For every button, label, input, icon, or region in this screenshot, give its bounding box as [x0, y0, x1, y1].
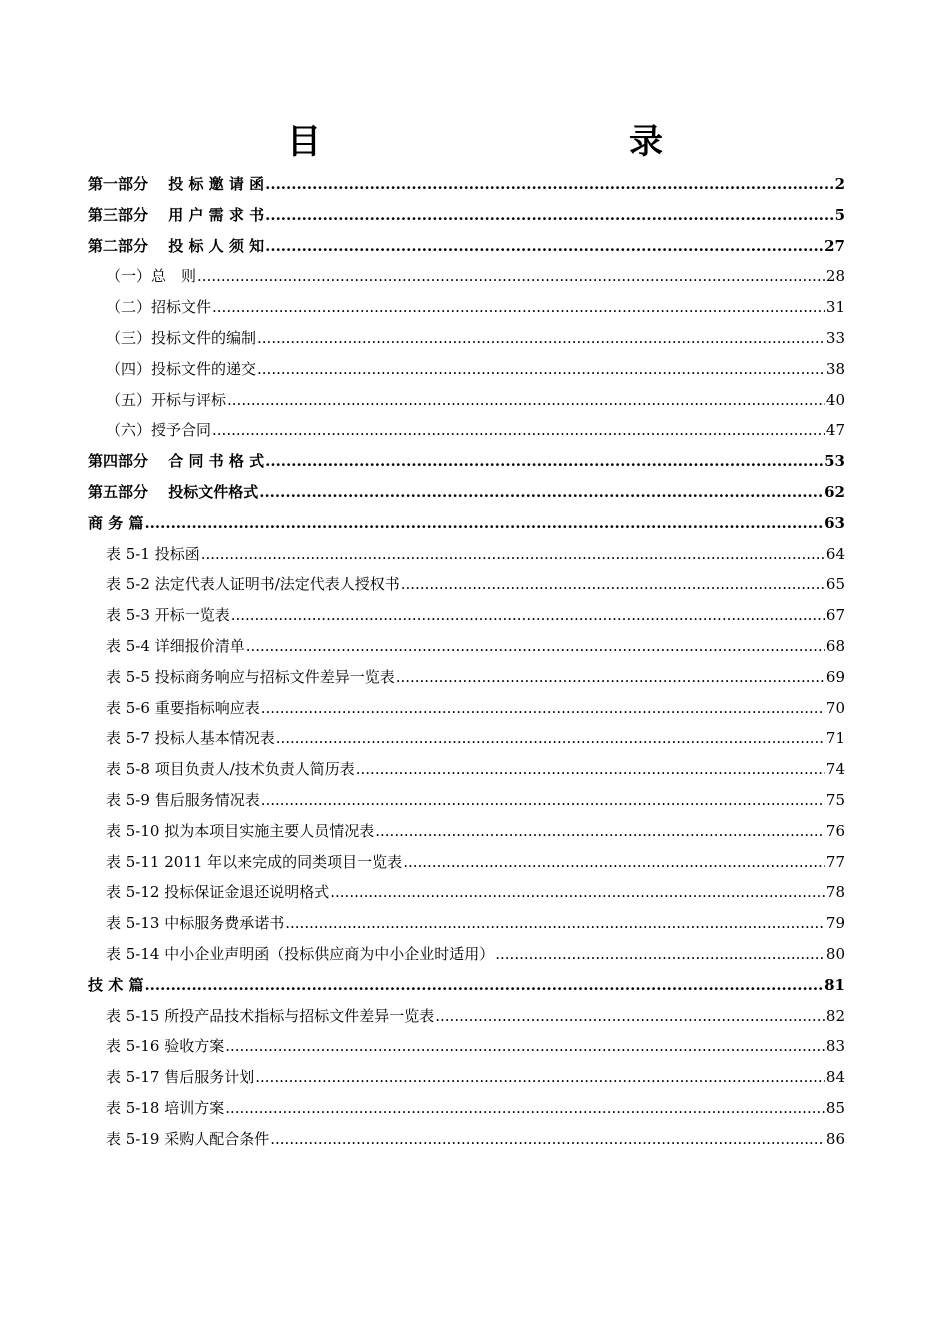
toc-page-number: 85 — [825, 1098, 845, 1117]
toc-leader-dots — [201, 539, 825, 570]
toc-leader-dots — [246, 631, 825, 662]
toc-entry-label: 表 5-1 投标函 — [106, 544, 200, 563]
toc-leader-dots — [197, 261, 825, 292]
toc-subentry[interactable] — [88, 1124, 845, 1155]
toc-subentry[interactable] — [88, 354, 845, 385]
toc-leader-dots — [144, 508, 823, 539]
toc-leader-dots — [435, 1001, 825, 1032]
toc-leader-dots — [356, 754, 825, 785]
toc-entry-label: （三）投标文件的编制 — [106, 328, 257, 347]
toc-page-number: 28 — [825, 267, 845, 286]
toc-entry-label: （二）招标文件 — [106, 298, 212, 317]
toc-page-number: 65 — [825, 575, 845, 594]
toc-subentry[interactable] — [88, 415, 845, 446]
toc-entry-label: 表 5-10 拟为本项目实施主要人员情况表 — [106, 821, 375, 840]
toc-entry-label: 第三部分 用 户 需 求 书 — [88, 205, 265, 224]
toc-page-number: 76 — [825, 821, 845, 840]
toc-leader-dots — [144, 970, 823, 1001]
toc-page-number: 70 — [825, 698, 845, 717]
toc-subentry[interactable] — [88, 569, 845, 600]
toc-page-number: 67 — [825, 606, 845, 625]
toc-page-number: 27 — [824, 236, 845, 255]
toc-entry-label: （六）授予合同 — [106, 421, 212, 440]
toc-leader-dots — [259, 477, 823, 508]
toc-leader-dots — [396, 662, 825, 693]
toc-entry-label: 第五部分 投标文件格式 — [88, 482, 259, 501]
toc-page-number: 33 — [825, 328, 845, 347]
toc-page-number: 78 — [825, 883, 845, 902]
toc-subentry[interactable] — [88, 754, 845, 785]
toc-entry-label: 商 务 篇 — [88, 513, 144, 532]
toc-page-number: 5 — [834, 205, 845, 224]
toc-page-number: 80 — [825, 944, 845, 963]
table-of-contents — [88, 169, 845, 1155]
toc-leader-dots — [261, 785, 825, 816]
toc-subentry[interactable] — [88, 1031, 845, 1062]
toc-entry-label: （五）开标与评标 — [106, 390, 227, 409]
toc-leader-dots — [276, 723, 825, 754]
toc-entry-label: 表 5-3 开标一览表 — [106, 606, 230, 625]
toc-entry-label: 表 5-18 培训方案 — [106, 1098, 225, 1117]
toc-page-number: 2 — [834, 175, 845, 193]
toc-leader-dots — [231, 600, 825, 631]
toc-leader-dots — [265, 169, 833, 200]
toc-subentry[interactable] — [88, 539, 845, 570]
toc-page-number: 69 — [825, 667, 845, 686]
toc-page-number: 82 — [825, 1006, 845, 1025]
toc-entry-label: 表 5-16 验收方案 — [106, 1037, 225, 1056]
toc-page-number: 77 — [825, 852, 845, 871]
toc-entry-label: 表 5-14 中小企业声明函（投标供应商为中小企业时适用） — [106, 944, 495, 963]
toc-subentry[interactable] — [88, 292, 845, 323]
toc-leader-dots — [270, 1124, 825, 1155]
toc-entry-label: 表 5-7 投标人基本情况表 — [106, 729, 275, 748]
toc-section-entry[interactable] — [88, 169, 845, 200]
toc-page-number: 71 — [825, 729, 845, 748]
toc-subentry[interactable] — [88, 877, 845, 908]
toc-page-number: 81 — [824, 975, 845, 994]
toc-page-number: 53 — [824, 452, 845, 471]
toc-entry-label: 第一部分 投 标 邀 请 函 — [88, 175, 265, 193]
toc-page-number: 38 — [825, 359, 845, 378]
toc-entry-label: 表 5-19 采购人配合条件 — [106, 1129, 270, 1148]
toc-leader-dots — [227, 385, 825, 416]
toc-leader-dots — [225, 1031, 825, 1062]
toc-leader-dots — [257, 354, 825, 385]
toc-subentry[interactable] — [88, 631, 845, 662]
toc-entry-label: 技 术 篇 — [88, 975, 144, 994]
toc-leader-dots — [261, 693, 825, 724]
toc-entry-label: 表 5-6 重要指标响应表 — [106, 698, 260, 717]
toc-page-number: 83 — [825, 1037, 845, 1056]
toc-leader-dots — [212, 292, 825, 323]
toc-entry-label: 表 5-13 中标服务费承诺书 — [106, 914, 285, 933]
toc-subentry[interactable] — [88, 1093, 845, 1124]
toc-entry-label: 表 5-9 售后服务情况表 — [106, 790, 260, 809]
toc-entry-label: 表 5-15 所投产品技术指标与招标文件差异一览表 — [106, 1006, 435, 1025]
toc-leader-dots — [265, 446, 823, 477]
toc-subentry[interactable] — [88, 939, 845, 970]
toc-entry-label: （一）总 则 — [106, 267, 197, 286]
toc-page-number: 79 — [825, 914, 845, 933]
toc-entry-label: 第二部分 投 标 人 须 知 — [88, 236, 265, 255]
toc-page-number: 68 — [825, 636, 845, 655]
toc-entry-label: 表 5-2 法定代表人证明书/法定代表人授权书 — [106, 575, 400, 594]
toc-entry-label: （四）投标文件的递交 — [106, 359, 257, 378]
toc-page-number: 47 — [825, 421, 845, 440]
toc-page-number: 63 — [824, 513, 845, 532]
toc-subentry[interactable] — [88, 1001, 845, 1032]
toc-page-number: 75 — [825, 790, 845, 809]
toc-leader-dots — [212, 415, 825, 446]
toc-page-number: 86 — [825, 1129, 845, 1148]
toc-subentry[interactable] — [88, 847, 845, 878]
toc-leader-dots — [403, 847, 825, 878]
toc-subentry[interactable] — [88, 600, 845, 631]
toc-section-entry[interactable] — [88, 508, 845, 539]
toc-page-number: 84 — [825, 1068, 845, 1087]
toc-leader-dots — [257, 323, 825, 354]
toc-subentry[interactable] — [88, 261, 845, 292]
toc-subentry[interactable] — [88, 723, 845, 754]
toc-leader-dots — [495, 939, 825, 970]
toc-page-number: 74 — [825, 760, 845, 779]
toc-subentry[interactable] — [88, 323, 845, 354]
toc-leader-dots — [255, 1062, 825, 1093]
toc-entry-label: 表 5-11 2011 年以来完成的同类项目一览表 — [106, 852, 403, 871]
toc-leader-dots — [330, 877, 825, 908]
toc-entry-label: 表 5-8 项目负责人/技术负责人简历表 — [106, 760, 355, 779]
toc-subentry[interactable] — [88, 693, 845, 724]
toc-section-entry[interactable] — [88, 231, 845, 262]
toc-section-entry[interactable] — [88, 477, 845, 508]
toc-leader-dots — [265, 231, 823, 262]
toc-section-entry[interactable] — [88, 970, 845, 1001]
toc-entry-label: 表 5-4 详细报价清单 — [106, 636, 245, 655]
toc-leader-dots — [265, 200, 833, 231]
toc-entry-label: 表 5-12 投标保证金退还说明格式 — [106, 883, 330, 902]
toc-page-number: 40 — [825, 390, 845, 409]
toc-subentry[interactable] — [88, 1062, 845, 1093]
toc-subentry[interactable] — [88, 662, 845, 693]
page-title: 目 录 — [287, 122, 743, 162]
toc-leader-dots — [401, 569, 825, 600]
toc-entry-label: 表 5-5 投标商务响应与招标文件差异一览表 — [106, 667, 395, 686]
toc-entry-label: 表 5-17 售后服务计划 — [106, 1068, 255, 1087]
toc-page-number: 62 — [824, 482, 845, 501]
toc-page-number: 31 — [825, 298, 845, 317]
toc-subentry[interactable] — [88, 816, 845, 847]
toc-leader-dots — [285, 908, 825, 939]
toc-entry-label: 第四部分 合 同 书 格 式 — [88, 452, 265, 471]
toc-leader-dots — [375, 816, 825, 847]
toc-subentry[interactable] — [88, 908, 845, 939]
toc-leader-dots — [225, 1093, 825, 1124]
toc-section-entry[interactable] — [88, 200, 845, 231]
toc-section-entry[interactable] — [88, 446, 845, 477]
toc-subentry[interactable] — [88, 785, 845, 816]
toc-subentry[interactable] — [88, 385, 845, 416]
toc-page-number: 64 — [825, 544, 845, 563]
